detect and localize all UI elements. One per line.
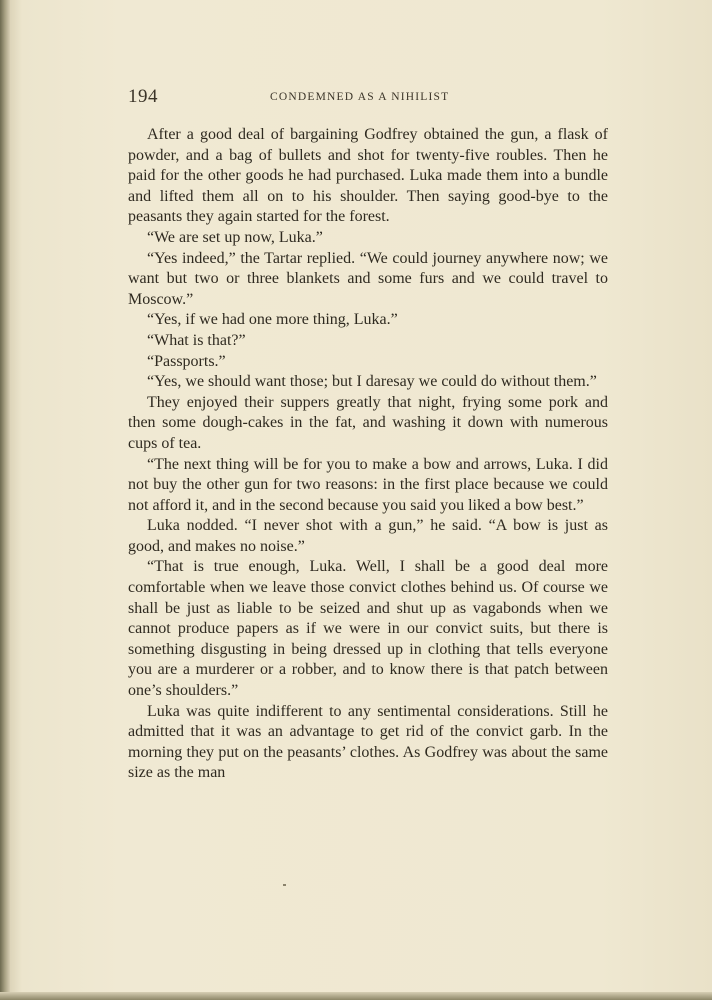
paragraph: “We are set up now, Luka.” bbox=[147, 228, 323, 246]
page-mark bbox=[283, 884, 286, 886]
running-head: CONDEMNED AS A NIHILIST bbox=[270, 91, 450, 103]
paragraph: “The next thing will be for you to make a bow and arrows, Luka. I did not buy the other gun for two reasons: in the first place because we could not afford it, and in the second because you said you liked a bow best.” bbox=[128, 455, 608, 514]
page-binding-edge bbox=[0, 0, 10, 1000]
paragraph: “That is true enough, Luka. Well, I shall be a good deal more comfortable when we leave those convict clothes behind us. Of course we shall be just as liable to be seized and shut up as vagabonds when we cannot produce papers as if we were in our convict suits, but there is something disgusting in being dressed up in clothing that tells everyone you are a murderer or a robber, and to know there is that patch between one’s shoulders.” bbox=[128, 558, 608, 700]
paragraph: After a good deal of bargaining Godfrey obtained the gun, a flask of powder, and a bag of bullets and shot for twenty-five roubles. Then he paid for the other goods he had purchased. Luka made them into a bundle and lifted them all on to his shoulder. Then saying good-bye to the peasants they again started for the forest. bbox=[128, 126, 608, 226]
paragraph: Luka nodded. “I never shot with a gun,” he said. “A bow is just as good, and makes no noise.” bbox=[128, 517, 608, 555]
paragraph: Luka was quite indifferent to any sentimental considerations. Still he admitted that it was an advantage to get rid of the convict garb. In the morning they put on the peasants’ clothes. As Godfrey was about the same size as the man bbox=[128, 702, 608, 782]
paragraph: “Passports.” bbox=[147, 352, 226, 370]
page-bottom-edge bbox=[0, 992, 712, 1000]
page-number: 194 bbox=[128, 86, 158, 107]
paragraph: “Yes, we should want those; but I daresay we could do without them.” bbox=[147, 373, 597, 391]
paragraph: “Yes indeed,” the Tartar replied. “We could journey anywhere now; we want but two or three blankets and some furs and we could travel to Moscow.” bbox=[128, 249, 608, 308]
paragraph: “Yes, if we had one more thing, Luka.” bbox=[147, 311, 398, 329]
body-text bbox=[128, 125, 608, 784]
paragraph: “What is that?” bbox=[147, 331, 246, 349]
page-header bbox=[128, 86, 608, 110]
paragraph: They enjoyed their suppers greatly that night, frying some pork and then some dough-cakes in the fat, and washing it down with numerous cups of tea. bbox=[128, 393, 608, 452]
